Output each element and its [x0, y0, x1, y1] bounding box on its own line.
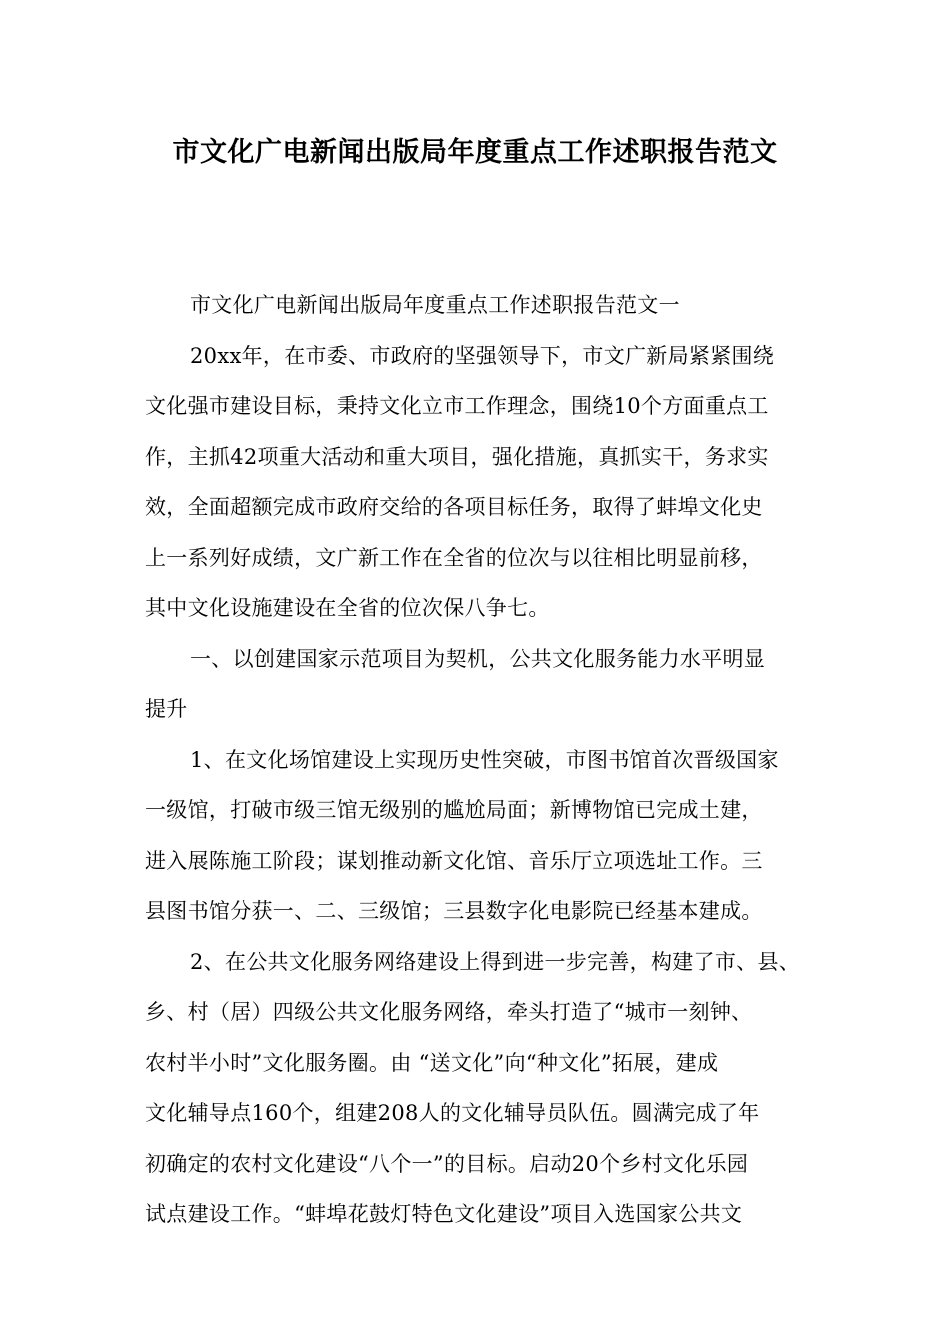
text-line: 乡、村（居）四级公共文化服务网络，牵头打造了“城市一刻钟、: [145, 1000, 753, 1024]
text-line: 进入展陈施工阶段；谋划推动新文化馆、音乐厅立项选址工作。三: [145, 848, 763, 873]
text-line: 其中文化设施建设在全省的位次保八争七。: [145, 596, 550, 620]
text-line: 作，主抓42项重大活动和重大项目，强化措施，真抓实干，务求实: [145, 444, 769, 469]
text-line: 市文化广电新闻出版局年度重点工作述职报告范文一: [190, 293, 680, 317]
text-line: 上一系列好成绩，文广新工作在全省的位次与以往相比明显前移，: [145, 545, 763, 570]
text-line: 20xx年，在市委、市政府的坚强领导下，市文广新局紧紧围绕: [190, 343, 775, 368]
text-line: 文化辅导点160个，组建208人的文化辅导员队伍。圆满完成了年: [145, 1101, 760, 1125]
text-line: 县图书馆分获一、二、三级馆；三县数字化电影院已经基本建成。: [145, 899, 763, 923]
text-line: 农村半小时”文化服务圈。由 “送文化”向“种文化”拓展，建成: [145, 1050, 719, 1075]
document-body: [145, 280, 817, 1240]
text-line: 提升: [145, 697, 188, 721]
text-line: 效，全面超额完成市政府交给的各项目标任务，取得了蚌埠文化史: [145, 495, 763, 519]
text-line: 初确定的农村文化建设“八个一”的目标。启动20个乡村文化乐园: [145, 1151, 749, 1176]
text-line: 文化强市建设目标，秉持文化立市工作理念，围绕10个方面重点工: [145, 394, 769, 418]
text-line: 试点建设工作。“蚌埠花鼓灯特色文化建设”项目入选国家公共文: [145, 1202, 743, 1226]
text-line: 一级馆，打破市级三馆无级别的尴尬局面；新博物馆已完成土建，: [145, 798, 763, 822]
text-line: 2、在公共文化服务网络建设上得到进一步完善，构建了市、县、: [190, 949, 801, 974]
document-title: 市文化广电新闻出版局年度重点工作述职报告范文: [172, 137, 778, 168]
text-line: 一、以创建国家示范项目为契机，公共文化服务能力水平明显: [190, 646, 766, 671]
text-line: 1、在文化场馆建设上实现历史性突破，市图书馆首次晋级国家: [190, 747, 779, 772]
